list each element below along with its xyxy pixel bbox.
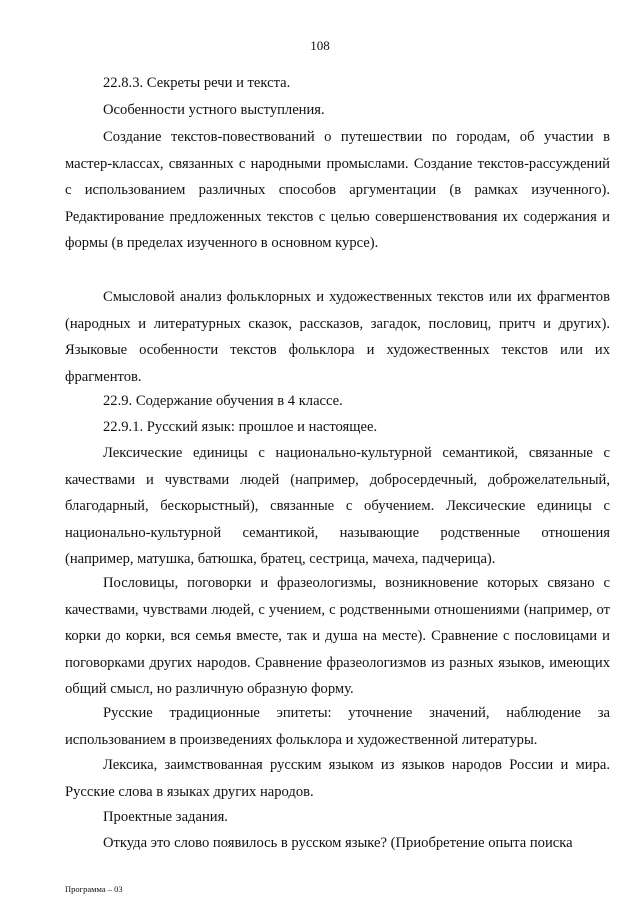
section-heading: 22.8.3. Секреты речи и текста. [103, 75, 291, 91]
paragraph: Откуда это слово появилось в русском языке? (Приобретение опыта поиска [103, 835, 573, 851]
section-heading: 22.9. Содержание обучения в 4 классе. [103, 393, 343, 409]
paragraph: Создание текстов-повествований о путешествии по городам, об участии в мастер-классах, связанных с народными промыслами. Создание текстов-рассуждений с использованием различных способов аргументации (в рамках изученного). Редактирование предложенных текстов с целью совершенствования их содержания и формы (в пределах изученного в основном курсе). [65, 129, 610, 252]
footer-label: Программа – 03 [65, 884, 123, 894]
paragraph: Лексические единицы с национально-культурной семантикой, связанные с качествами и чувствами людей (например, добросердечный, доброжелательный, благодарный, бескорыстный), связанные с обучением. Лексические единицы с национально-культурной семантикой, называющие родственные отношения (например, матушка, батюшка, братец, сестрица, мачеха, падчерица). [65, 445, 610, 568]
page-number: 108 [310, 38, 330, 53]
paragraph: Пословицы, поговорки и фразеологизмы, возникновение которых связано с качествами, чувствами людей, с учением, с родственными отношениями (например, от корки до корки, вся семья вместе, так и душа на месте). Сравнение с пословицами и поговорками других народов. Сравнение фразеологизмов из разных языков, имеющих общий смысл, но различную образную форму. [65, 575, 610, 698]
subsection-heading: Особенности устного выступления. [103, 102, 325, 118]
subsection-heading: Проектные задания. [103, 809, 228, 825]
paragraph: Лексика, заимствованная русским языком из языков народов России и мира. Русские слова в языках других народов. [65, 757, 610, 800]
subsection-heading: 22.9.1. Русский язык: прошлое и настоящее. [103, 419, 378, 435]
paragraph: Русские традиционные эпитеты: уточнение значений, наблюдение за использованием в произведениях фольклора и художественной литературы. [65, 705, 610, 748]
paragraph: Смысловой анализ фольклорных и художественных текстов или их фрагментов (народных и литературных сказок, рассказов, загадок, пословиц, притч и других). Языковые особенности текстов фольклора и художественных текстов или их фрагментов. [65, 289, 610, 385]
